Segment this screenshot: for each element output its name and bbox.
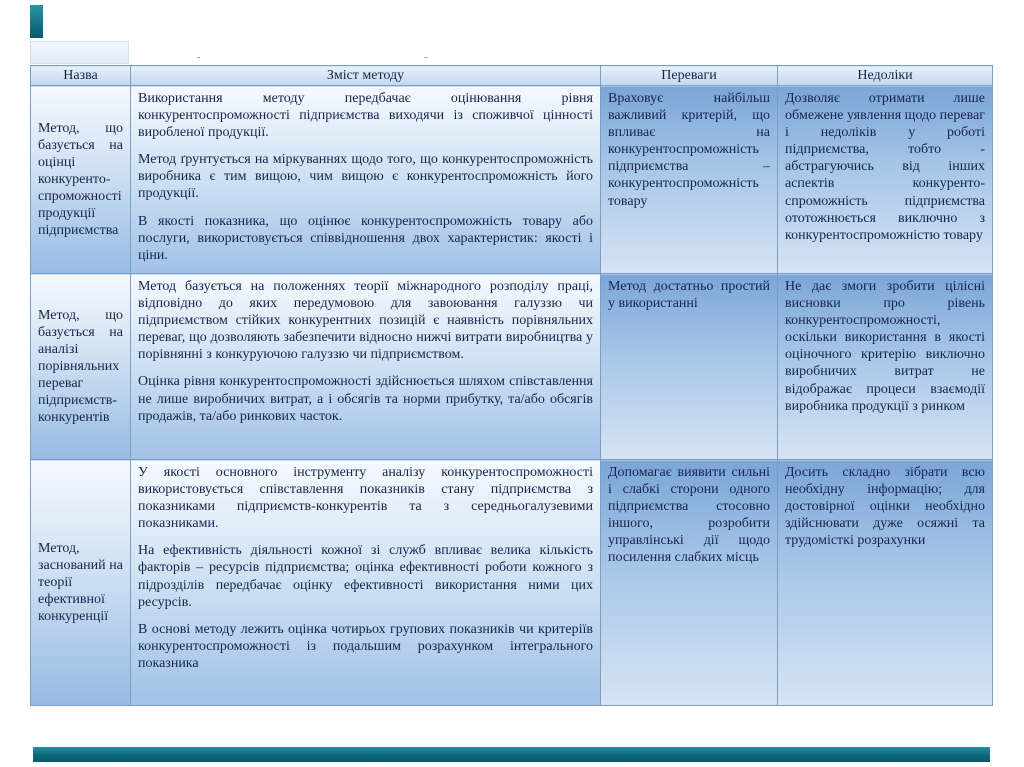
header-disadvantages: Недоліки <box>778 66 993 86</box>
disadvantages-cell: Не дає змоги зробити цілісні висновки про рівень конкурентоспроможності, оскільки використання в якості оціночного критерію виключно виробничих витрат не відображає процеси взаємодії виробника продукції з ринком <box>778 274 993 460</box>
method-content-cell <box>131 274 601 460</box>
content-paragraph: Метод базується на положеннях теорії міжнародного розподілу праці, відповідно до яких передумовою для завоювання галуззю чи підприємством стійких конкурентних позицій є наявність порівняльних переваг, що дозволяють забезпечити відносно нижчі витрати виробництва у порівнянні з конкуруючою галуззю чи підприємством. <box>138 279 593 363</box>
cropped-title-placeholder <box>30 41 129 64</box>
cropped-text-mark: - <box>197 52 201 63</box>
table-row <box>31 274 993 460</box>
header-advantages: Переваги <box>601 66 778 86</box>
top-left-accent-bar <box>30 5 43 38</box>
content-paragraph: Оцінка рівня конкурентоспроможності здійснюється шляхом співставлення не лише виробничих витрат, а і обсягів та норми прибутку, та/або обсягів продажів, та/або ринкових часток. <box>138 374 593 424</box>
header-name: Назва <box>31 66 131 86</box>
content-paragraph: Використання методу передбачає оцінювання рівня конкурентоспроможності підприємства виходячи із споживчої цінності виробленої продукції. <box>138 91 593 141</box>
table-header-row <box>31 66 993 86</box>
disadvantages-cell: Дозволяє отримати лише обмежене уявлення щодо переваг і недоліків у роботі підприємства, тобто - абстрагуючись від інших аспектів конкуренто-спроможність підприємства ототожнюється виключно з конкурентоспроможністю товару <box>778 86 993 274</box>
methods-comparison-table <box>30 65 993 706</box>
method-name-cell: Метод, що базується на оцінці конкуренто-спроможності продукції підприємства <box>31 86 131 274</box>
bottom-accent-bar <box>33 747 990 762</box>
content-paragraph: У якості основного інструменту аналізу конкурентоспроможності використовується співставлення показників стану підприємства з показниками підприємств-конкурентів та з середньогалузевими показниками. <box>138 465 593 532</box>
method-name-cell: Метод, заснований на теорії ефективної конкуренції <box>31 460 131 706</box>
advantages-cell: Враховує найбільш важливий критерій, що впливає на конкурентоспроможність підприємства – конкурентоспроможність товару <box>601 86 778 274</box>
disadvantages-cell: Досить складно зібрати всю необхідну інформацію; для достовірної оцінки необхідно здійснювати дуже осяжні та трудомісткі розрахунки <box>778 460 993 706</box>
method-name-cell: Метод, що базується на аналізі порівняльних переваг підприємств-конкурентів <box>31 274 131 460</box>
method-content-cell <box>131 460 601 706</box>
content-paragraph: В основі методу лежить оцінка чотирьох групових показників чи критеріїв конкурентоспроможності із подальшим розрахунком інтегрального показника <box>138 621 593 671</box>
header-method-content: Зміст методу <box>131 66 601 86</box>
content-paragraph: На ефективність діяльності кожної зі служб впливає велика кількість факторів – ресурсів підприємства; оцінка ефективності роботи кожного з підрозділів передбачає оцінку ефективності використання ними цих ресурсів. <box>138 543 593 610</box>
table-row <box>31 86 993 274</box>
content-paragraph: В якості показника, що оцінює конкурентоспроможність товару або послуги, використовується співвідношення двох характеристик: якості і ціни. <box>138 213 593 263</box>
advantages-cell: Допомагає виявити сильні і слабкі сторони одного підприємства стосовно іншого, розробити управлінські дії щодо посилення слабких місць <box>601 460 778 706</box>
cropped-text-mark: - <box>424 52 428 63</box>
content-paragraph: Метод ґрунтується на міркуваннях щодо того, що конкурентоспроможність виробника є тим вищою, чим вищою є конкурентоспроможність його продукції. <box>138 152 593 202</box>
advantages-cell: Метод достатньо простий у використанні <box>601 274 778 460</box>
table-row <box>31 460 993 706</box>
method-content-cell <box>131 86 601 274</box>
